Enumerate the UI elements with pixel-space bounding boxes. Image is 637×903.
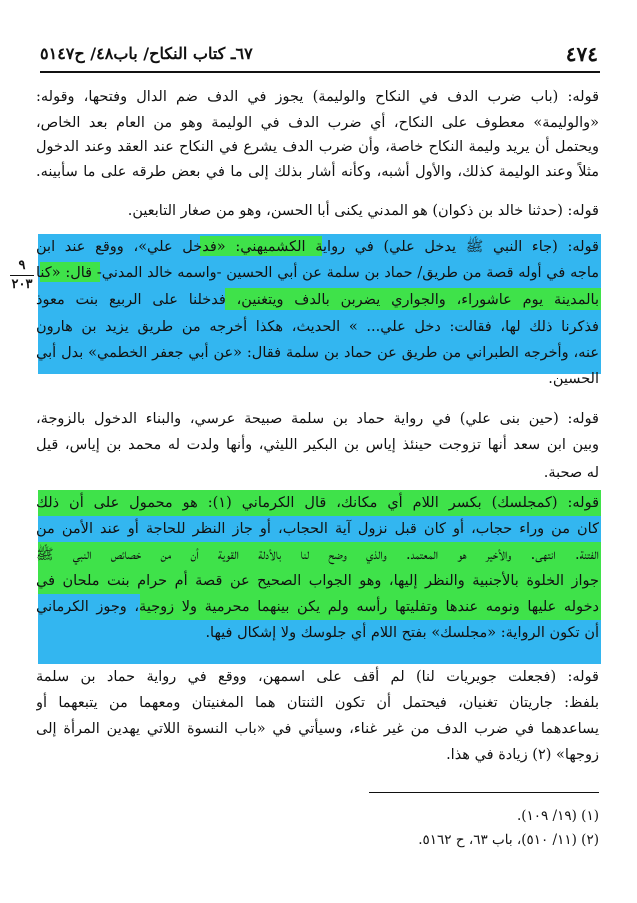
- header-rule: [40, 71, 600, 73]
- text-line: قوله: (جاء النبي ﷺ يدخل علي) في رواية الكشميهني: «فدخل علي»، ووقع عند ابن: [36, 239, 599, 255]
- header-title: ٦٧ـ كتاب النكاح/ باب٤٨/ ح٥١٤٧: [40, 44, 253, 63]
- text-line: له صحبة.: [543, 465, 599, 481]
- text-line: ماجه في أوله قصة من طريق/ حماد بن سلمة عن أبي الحسين -واسمه خالد المدني- قال: «كنا: [36, 265, 599, 281]
- text-line: ويحتمل أن يريد وليمة النكاح خاصة، وأن ضرب الدف يشرع في النكاح عند العقد وعند الدخول: [36, 139, 599, 155]
- footnote: (٢) (١١/ ٥١٠)، باب ٦٣، ح ٥١٦٢.: [418, 832, 599, 848]
- text-line: الفتنة. انتهى. والأخير هو المعتمد. والذي وضح لنا بالأدلة القوية أن من خصائص النبي ﷺ: [36, 547, 599, 563]
- text-line: يساعدهما في ضرب الدف من غير غناء، وسيأتي في «باب النسوة اللاتي يهدين المرأة إلى: [36, 721, 599, 737]
- text-line: «والوليمة» معطوف على النكاح، أي ضرب الدف في الوليمة وهو من العام بعد الخاص،: [36, 115, 599, 131]
- text-line: بلفظ: جاريتان تغنيان، فيحتمل أن تكون الثنتان هما المغنيتان ومعهما من يتبعهما أو: [36, 695, 599, 711]
- margin-ref-top: ٩: [18, 258, 26, 273]
- text-line: أن تكون الرواية: «مجلسك» بفتح اللام أي جلوسك ولا إشكال فيها.: [205, 625, 599, 641]
- footnote-rule: [369, 792, 599, 793]
- text-line: كان من وراء حجاب، أو كان قبل نزول آية الحجاب، أو جاز النظر للحاجة أو عند الأمن من: [36, 521, 599, 537]
- margin-ref-bottom: ٢٠٣: [11, 277, 33, 292]
- page-number: ٤٧٤: [565, 42, 598, 66]
- text-line: الحسين.: [548, 371, 599, 387]
- text-line: عنه، وأخرجه الطبراني من طريق عن حماد بن سلمة فقال: «عن أبي جعفر الخطمي» بدل أبي: [36, 345, 599, 361]
- text-line: فذكرنا ذلك لها، فقالت: دخل علي... » الحديث، هكذا أخرجه من طريق يزيد بن هارون: [36, 319, 599, 335]
- text-line: قوله: (حدثنا خالد بن ذكوان) هو المدني يكنى أبا الحسن، وهو من صغار التابعين.: [127, 203, 599, 219]
- text-line: زوجها» (٢) زيادة في هذا.: [446, 747, 599, 763]
- text-line: وبين ابن سعد أنها تزوجت حينئذ إياس بن البكير الليثي، وأنها ولدت له محمد بن إياس، قيل: [36, 437, 599, 453]
- text-line: قوله: (باب ضرب الدف في النكاح والوليمة) يجوز في الدف ضم الدال وفتحها، وقوله:: [36, 89, 599, 105]
- text-line: قوله: (كمجلسك) بكسر اللام أي مكانك، قال الكرماني (١): هو محمول على أن ذلك: [36, 495, 599, 511]
- margin-reference: [6, 258, 38, 293]
- text-line: قوله: (فجعلت جويريات لنا) لم أقف على اسمهن، ووقع في رواية حماد بن سلمة: [36, 669, 599, 685]
- text-line: بالمدينة يوم عاشوراء، والجواري يضربن بالدف ويتغنين، فدخلنا على الربيع بنت معوذ: [36, 292, 599, 308]
- text-line: قوله: (حين بنى علي) في رواية حماد بن سلمة صبيحة عرسي، والبناء الدخول بالزوجة،: [36, 411, 599, 427]
- margin-ref-divider: [10, 275, 34, 276]
- text-line: مثلاً وعند الوليمة كذلك، والأول أشبه، وكأنه أشار بذلك إلى ما في بعض طرقه على ما سأبينه.: [36, 164, 599, 180]
- running-header: [40, 40, 598, 68]
- footnote: (١) (١٩/ ١٠٩).: [516, 808, 599, 824]
- text-line: جواز الخلوة بالأجنبية والنظر إليها، وهو الجواب الصحيح عن قصة أم حرام بنت ملحان في: [36, 573, 599, 589]
- text-line: دخوله عليها ونومه عندها وتفليتها رأسه ولم يكن بينهما محرمية ولا زوجية، وجوز الكرماني: [36, 599, 599, 615]
